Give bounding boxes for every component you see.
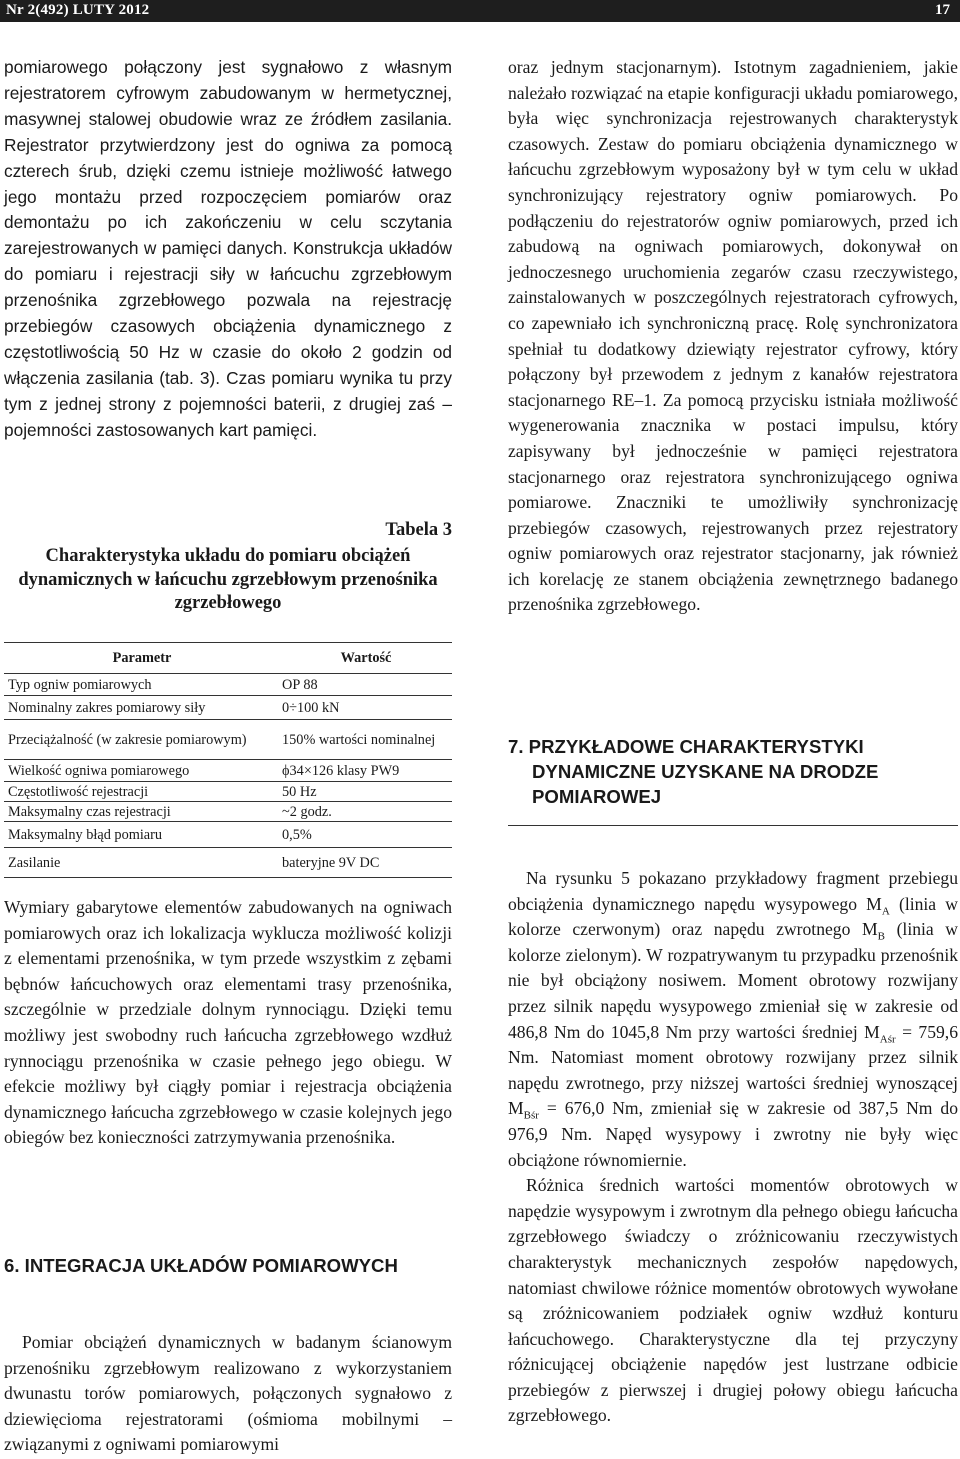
section-divider (508, 825, 958, 826)
table-number: Tabela 3 (385, 520, 452, 540)
section-7-line: DYNAMICZNE UZYSKANE NA DRODZE (532, 761, 879, 782)
table-cell: Maksymalny błąd pomiaru (4, 822, 280, 848)
table-cell: Maksymalny czas rejestracji (4, 802, 280, 822)
journal-issue: Nr 2(492) LUTY 2012 (6, 2, 150, 18)
table-cell: Przeciążalność (w zakresie pomiarowym) (4, 720, 280, 760)
table-cell: 0,5% (280, 822, 452, 848)
table-cell: Zasilanie (4, 848, 280, 878)
text-run: = 759,6 Nm. Natomiast moment obrotowy rozwijany przez silnik napędu zwrotnego, przy niższej wartości średniej wynoszącej M (508, 1021, 959, 1119)
table-row (4, 760, 452, 782)
subscript: B (877, 930, 885, 943)
intro-paragraph: pomiarowego połączony jest sygnałowo z własnym rejestratorem cyfrowym zabudowanym w hermetycznej, masywnej stalowej obudowie wraz ze źródłem zasilania. Rejestrator przytwierdzony jest do ogniwa za pomocą czterech śrub, dzięki czemu istnieje możliwość łatwego jego montażu przed rozpoczęciem pomiarów oraz demontażu po ich zakończeniu w celu sczytania zarejestrowanych w pamięci danych. Konstrukcja układów do pomiaru i rejestracji siły w łańcuchu zgrzebłowym przenośnika zgrzebłowego pozwala na rejestrację przebiegów czasowych obciążenia dynamicznego z częstotliwością 50 Hz w czasie do około 2 godzin od włączenia zasilania (tab. 3). Czas pomiaru wynika tu przy tym z jednej strony z pojemności baterii, z drugiej zaś – pojemności zastosowanych kart pamięci. (4, 57, 452, 440)
table-cell: 150% wartości nominalnej (280, 720, 452, 760)
table-row (4, 696, 452, 720)
page-number: 17 (935, 2, 950, 18)
integration-paragraph: Pomiar obciążeń dynamicznych w badanym ścianowym przenośniku zgrzebłowym realizowano z wykorzystaniem dwunastu torów pomiarowych, połączonych sygnałowo z dziewięcioma rejestratorami (ośmioma mobilnymi – związanymi z ogniwami pomiarowymi (4, 1332, 452, 1455)
difference-paragraph: Różnica średnich wartości momentów obrotowych w napędzie wysypowym i zwrotnym dla pełnego obiegu łańcucha zgrzebłowego świadczy o zróżnicowaniu rzeczywistych charakterystyk mechanicznych zespołów napędowych, natomiast chwilowe różnice momentów obrotowych wywołane są zróżnicowaniem podziałek ogniw wzdłuż konturu łańcuchowego. Charakterystyczne dla tej przyczyny różnicującej obciążenie napędów jest lustrzane odbicie przebiegów z pierwszej i drugiej połowy obiegu łańcucha zgrzebłowego. (508, 1175, 958, 1426)
section-6-heading: 6. INTEGRACJA UKŁADÓW POMIAROWYCH (4, 1255, 398, 1276)
table-row (4, 822, 452, 848)
subscript: Bśr (523, 1109, 539, 1122)
specification-table (4, 642, 452, 878)
table-cell: bateryjne 9V DC (280, 848, 452, 878)
table-cell: 50 Hz (280, 782, 452, 802)
table-cell: Typ ogniw pomiarowych (4, 674, 280, 696)
table-cell: Wielkość ogniwa pomiarowego (4, 760, 280, 782)
table-title: Charakterystyka układu do pomiaru obciążeń dynamicznych w łańcuchu zgrzebłowym przenośnika zgrzebłowego (18, 546, 438, 613)
left-column-bottom (4, 1330, 452, 1458)
table-cell: OP 88 (280, 674, 452, 696)
table-cell: ~2 godz. (280, 802, 452, 822)
left-column-lower (4, 895, 452, 1151)
table-cell: Częstotliwość rejestracji (4, 782, 280, 802)
table-row (4, 782, 452, 802)
synchronization-paragraph: oraz jednym stacjonarnym). Istotnym zagadnieniem, jakie należało rozwiązać na etapie konfiguracji układu pomiarowego, była więc synchronizacja rejestrowanych charakterystyk czasowych. Zestaw do pomiaru obciążenia dynamicznego w łańcuchu zgrzebłowym wyposażony był w tym celu w układ synchronizujący rejestratory ogniw pomiarowych. Po podłączeniu do rejestratorów ogniw pomiarowych, przed ich zabudową na ogniwach pomiarowych, dokonywał on jednoczesnego uruchomienia zegarów czasu rzeczywistego, zainstalowanych w poszczególnych rejestratorach cyfrowych, co zapewniało ich synchroniczną pracę. Rolę synchronizatora spełniał tu dodatkowy dziewiąty rejestrator cyfrowy, który połączony był przewodem z jednym z kanałów rejestratora stacjonarnego RE–1. Za pomocą przycisku istniała możliwość wygenerowania znacznika w postaci impulsu, który zapisywany był jednocześnie w pamięci rejestratora stacjonarnego oraz rejestratora synchronizującego ogniwa pomiarowe. Znaczniki te umożliwiły synchronizację przebiegów czasowych, rejestrowanych przez rejestratory ogniw pomiarowych oraz rejestrator stacjonarny, jak również ich korelację ze stanem obciążenia zewnętrznego badanego przenośnika zgrzebłowego. (508, 57, 958, 615)
page-header (0, 0, 960, 22)
right-column-lower (508, 866, 958, 1429)
table-cell: ϕ34×126 klasy PW9 (280, 760, 452, 782)
section-7-line: 7. PRZYKŁADOWE CHARAKTERYSTYKI (508, 736, 864, 757)
text-run: (linia w kolorze czerwonym) oraz napędu zwrotnego M (508, 893, 958, 940)
text-run: (linia w kolorze zielonym). W rozpatrywanym tu przypadku przenośnik nie był obciążony nosiwem. Moment obrotowy rozwijany przez silnik napędu wysypowego zmieniał się w zakresie od 486,8 Nm do 1045,8 Nm przy wartości średniej M (508, 919, 959, 1042)
table-row (4, 802, 452, 822)
table-header-cell: Wartość (280, 643, 452, 674)
table-row (4, 848, 452, 878)
table-row (4, 720, 452, 760)
dimensions-paragraph: Wymiary gabarytowe elementów zabudowanych na ogniwach pomiarowych oraz ich lokalizacja wyklucza możliwość kolizji z elementami przenośnika, w tym przede wszystkim z zębami bębnów łańcuchowych oraz elementami trasy przenośnika, szczególnie w przedziale dolnym rynnociągu. Dzięki temu możliwy jest swobodny ruch łańcucha zgrzebłowego wzdłuż rynnociągu przenośnika w czasie pełnego jego obiegu. W efekcie możliwy był ciągły pomiar i rejestracja obciążenia dynamicznego łańcucha zgrzebłowego w czasie kolejnych jego obiegów bez konieczności zatrzymywania przenośnika. (4, 897, 452, 1148)
subscript: A (881, 905, 890, 918)
subscript: Aśr (879, 1033, 896, 1046)
section-7-heading (508, 734, 958, 826)
text-run: Na rysunku 5 pokazano przykładowy fragment przebiegu obciążenia dynamicznego napędu wysypowego M (508, 868, 958, 914)
right-column (508, 55, 958, 618)
text-run: = 676,0 Nm, zmieniał się w zakresie od 387,5 Nm do 976,9 Nm. Napęd wysypowy i zwrotny nie były więc obciążone równomiernie. (508, 1098, 958, 1170)
table-cell: Nominalny zakres pomiarowy siły (4, 696, 280, 720)
table-cell: 0÷100 kN (280, 696, 452, 720)
table-header-cell: Parametr (4, 643, 280, 674)
left-column (4, 55, 452, 444)
table-header-row (4, 643, 452, 674)
table-row (4, 674, 452, 696)
section-7-line: POMIAROWEJ (532, 786, 662, 807)
results-paragraph (508, 866, 958, 1173)
